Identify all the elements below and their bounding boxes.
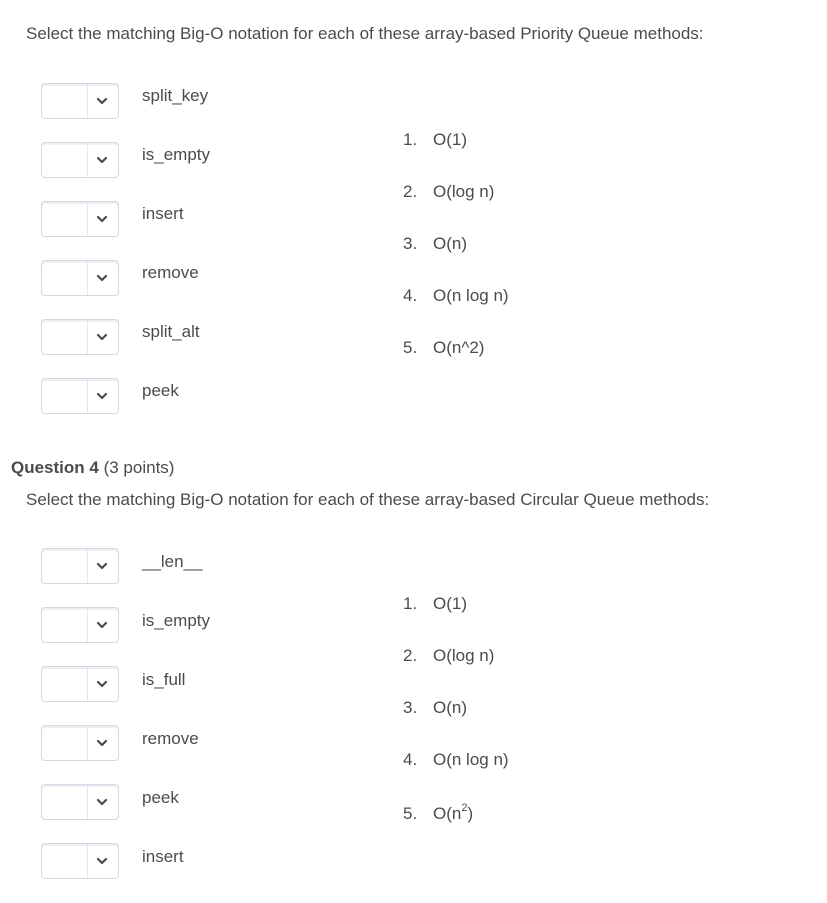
chevron-down-icon <box>95 677 109 691</box>
chevron-down-icon <box>95 736 109 750</box>
question-3-prompt: Select the matching Big-O notation for each of these array-based Priority Queue methods: <box>26 24 704 43</box>
select-divider <box>87 320 88 354</box>
select-peek[interactable] <box>41 378 119 414</box>
option-text: O(n log n) <box>433 750 509 769</box>
select-is-empty[interactable] <box>41 142 119 178</box>
option-text: O(n <box>433 804 462 823</box>
q4-item-label: remove <box>142 729 199 748</box>
q4-option <box>403 594 467 614</box>
option-number: 5. <box>403 804 418 823</box>
question-4-prompt: Select the matching Big-O notation for each of these array-based Circular Queue methods: <box>26 490 710 509</box>
select-is-empty[interactable] <box>41 607 119 643</box>
option-number: 2. <box>403 646 418 665</box>
option-number: 3. <box>403 234 418 253</box>
chevron-down-icon <box>95 618 109 632</box>
q4-item-label: __len__ <box>142 552 203 571</box>
select-peek[interactable] <box>41 784 119 820</box>
option-text: O(n log n) <box>433 286 509 305</box>
select-divider <box>87 667 88 701</box>
q3-item-label: split_alt <box>142 322 200 341</box>
option-text: O(n) <box>433 234 467 253</box>
q3-item-label: split_key <box>142 86 209 105</box>
option-text: O(1) <box>433 130 467 149</box>
option-text: O(log n) <box>433 646 495 665</box>
q4-option <box>403 750 509 770</box>
q3-option <box>403 130 467 150</box>
select-remove[interactable] <box>41 260 119 296</box>
option-number: 2. <box>403 182 418 201</box>
q3-item-label: insert <box>142 204 184 223</box>
select-len[interactable] <box>41 548 119 584</box>
question-points: (3 points) <box>103 458 175 477</box>
option-number: 4. <box>403 750 418 769</box>
chevron-down-icon <box>95 559 109 573</box>
option-text: O(n) <box>433 698 467 717</box>
option-number: 5. <box>403 338 418 357</box>
select-divider <box>87 202 88 236</box>
chevron-down-icon <box>95 330 109 344</box>
q3-option <box>403 286 509 306</box>
chevron-down-icon <box>95 271 109 285</box>
option-number: 1. <box>403 594 418 613</box>
q4-option <box>403 698 467 718</box>
option-text: O(log n) <box>433 182 495 201</box>
q3-item-label: is_empty <box>142 145 211 164</box>
q3-option <box>403 338 484 358</box>
select-divider <box>87 726 88 760</box>
option-text: O(1) <box>433 594 467 613</box>
select-divider <box>87 844 88 878</box>
chevron-down-icon <box>95 94 109 108</box>
q4-item-label: is_full <box>142 670 186 689</box>
q3-item-label: remove <box>142 263 199 282</box>
chevron-down-icon <box>95 854 109 868</box>
option-text-tail: ) <box>467 804 474 823</box>
chevron-down-icon <box>95 153 109 167</box>
chevron-down-icon <box>95 389 109 403</box>
q3-item-label: peek <box>142 381 179 400</box>
select-divider <box>87 143 88 177</box>
select-is-full[interactable] <box>41 666 119 702</box>
chevron-down-icon <box>95 212 109 226</box>
q3-option <box>403 234 467 254</box>
select-split-alt[interactable] <box>41 319 119 355</box>
q4-item-label: insert <box>142 847 184 866</box>
select-divider <box>87 785 88 819</box>
select-split-key[interactable] <box>41 83 119 119</box>
select-divider <box>87 261 88 295</box>
q4-option <box>403 646 494 666</box>
select-insert[interactable] <box>41 843 119 879</box>
q4-item-label: peek <box>142 788 179 807</box>
option-text: O(n^2) <box>433 338 485 357</box>
question-4-heading <box>11 458 174 478</box>
q3-option <box>403 182 494 202</box>
option-superscript: 2 <box>461 802 468 815</box>
select-divider <box>87 379 88 413</box>
option-number: 4. <box>403 286 418 305</box>
select-remove[interactable] <box>41 725 119 761</box>
q4-option <box>403 804 473 824</box>
select-divider <box>87 608 88 642</box>
q4-item-label: is_empty <box>142 611 211 630</box>
select-insert[interactable] <box>41 201 119 237</box>
select-divider <box>87 84 88 118</box>
select-divider <box>87 549 88 583</box>
chevron-down-icon <box>95 795 109 809</box>
question-title: Question 4 <box>11 458 99 477</box>
option-number: 1. <box>403 130 418 149</box>
option-number: 3. <box>403 698 418 717</box>
